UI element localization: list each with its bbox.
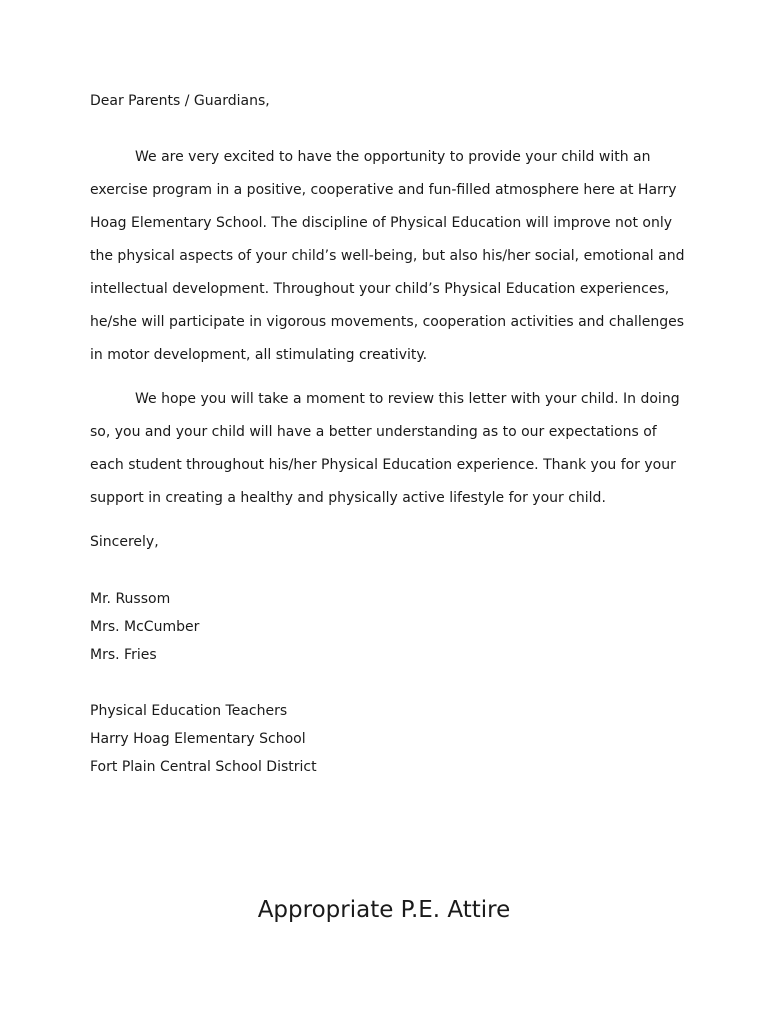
paragraph-2-line: support in creating a healthy and physically active lifestyle for your child. <box>90 490 606 506</box>
paragraph-2-line: each student throughout his/her Physical Education experience. Thank you for your <box>90 457 676 473</box>
paragraph-1-line: he/she will participate in vigorous movements, cooperation activities and challenges <box>90 314 685 330</box>
paragraph-1-line: exercise program in a positive, cooperative and fun-filled atmosphere here at Harry <box>90 182 677 198</box>
signer-name: Mrs. Fries <box>90 647 157 663</box>
paragraph-2-line: We hope you will take a moment to review this letter with your child. In doing <box>135 391 680 407</box>
signer-name: Mrs. McCumber <box>90 619 200 635</box>
paragraph-2-line: so, you and your child will have a better understanding as to our expectations of <box>90 424 657 440</box>
paragraph-1-line: intellectual development. Throughout your child’s Physical Education experiences, <box>90 281 670 297</box>
section-title: Appropriate P.E. Attire <box>257 897 511 923</box>
closing: Sincerely, <box>90 534 159 550</box>
affiliation-line: Fort Plain Central School District <box>90 759 317 775</box>
affiliation-line: Harry Hoag Elementary School <box>90 731 306 747</box>
paragraph-1-line: the physical aspects of your child’s well-being, but also his/her social, emotional and <box>90 248 685 264</box>
paragraph-1-line: We are very excited to have the opportunity to provide your child with an <box>135 149 651 165</box>
salutation: Dear Parents / Guardians, <box>90 93 270 109</box>
paragraph-1-line: Hoag Elementary School. The discipline of Physical Education will improve not only <box>90 215 672 231</box>
paragraph-1-line: in motor development, all stimulating creativity. <box>90 347 428 363</box>
affiliation-line: Physical Education Teachers <box>90 703 288 719</box>
signer-name: Mr. Russom <box>90 591 171 607</box>
